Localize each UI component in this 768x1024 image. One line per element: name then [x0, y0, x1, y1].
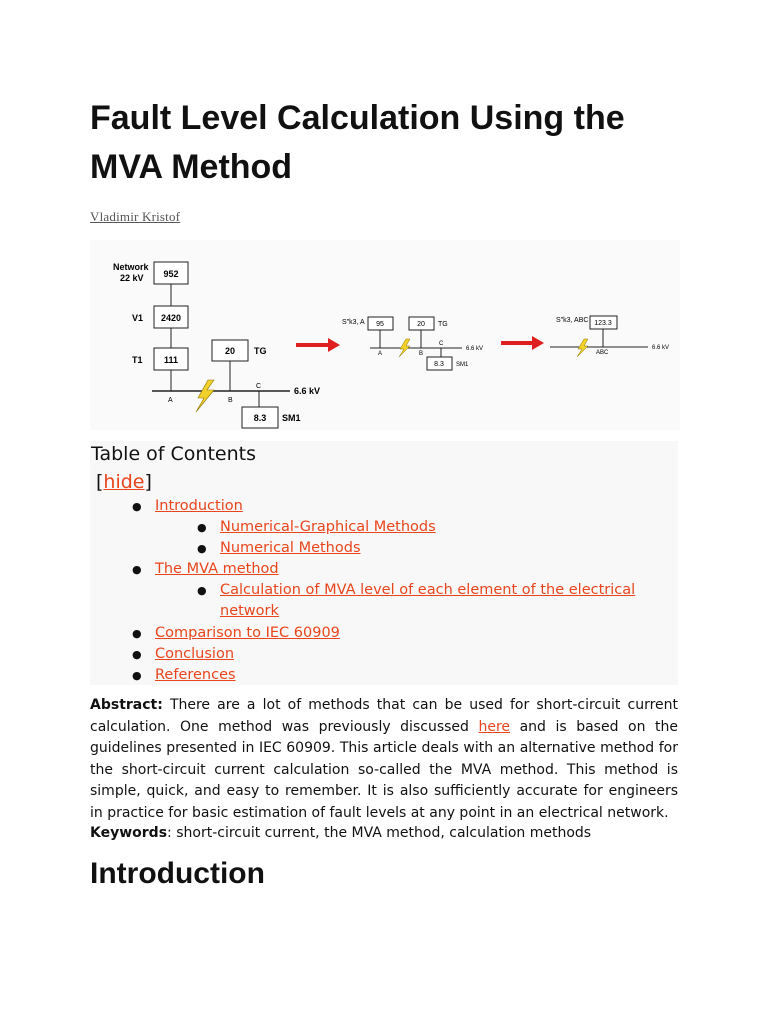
- tg-label: TG: [254, 346, 267, 356]
- network-voltage-label: 22 kV: [120, 273, 144, 283]
- t1-label: T1: [132, 355, 143, 365]
- toc-link-references[interactable]: References: [155, 667, 236, 683]
- toc-link-numerical-graphical[interactable]: Numerical-Graphical Methods: [220, 519, 436, 535]
- toc-toggle-close: ]: [144, 471, 152, 493]
- bullet-icon: ●: [197, 542, 207, 555]
- bullet-icon: ●: [132, 669, 142, 682]
- toc-link-comparison[interactable]: Comparison to IEC 60909: [155, 625, 340, 641]
- keywords-text: : short-circuit current, the MVA method, calculation methods: [167, 825, 592, 841]
- step2-sm1-label: SM1: [456, 362, 469, 368]
- abstract-label: Abstract:: [90, 697, 163, 713]
- v1-label: V1: [132, 313, 144, 323]
- author-link[interactable]: Vladimir Kristof: [90, 209, 181, 224]
- v1-value: 2420: [160, 313, 182, 323]
- step3-voltage: 6.6 kV: [652, 345, 670, 351]
- toc-item-calculation: [197, 580, 636, 601]
- fault-lightning-icon: [196, 380, 214, 412]
- toc-item-introduction: [132, 496, 243, 517]
- abstract-text-2: and is based on the guidelines presented in IEC 60909. This article deals with an alternative method for the short-circuit current calculation so-called the MVA method. This method is simple, quick, and easy to remember. It is also sufficiently accurate for engineers in practice for basic estimation of fault levels at any point in an electrical network.: [90, 718, 679, 821]
- toc-item-calculation-cont: [220, 601, 279, 622]
- bullet-icon: ●: [197, 584, 207, 597]
- keywords-label: Keywords: [90, 825, 168, 841]
- sm1-label: SM1: [282, 413, 301, 423]
- toc-link-conclusion[interactable]: Conclusion: [155, 646, 235, 662]
- toc-item-mva-method: [132, 559, 279, 580]
- step2-sm1-value: 8.3: [434, 361, 444, 368]
- bullet-icon: ●: [132, 627, 142, 640]
- page-title: Fault Level Calculation Using the MVA Method: [90, 99, 625, 186]
- abstract-here-link[interactable]: here: [478, 718, 511, 735]
- toc-link-calculation-cont[interactable]: network: [220, 603, 279, 619]
- bus-voltage: 6.6 kV: [294, 386, 321, 396]
- bullet-icon: ●: [197, 521, 207, 534]
- toc-link-mva-method[interactable]: The MVA method: [155, 561, 279, 577]
- bullet-icon: ●: [132, 648, 142, 661]
- introduction-heading: Introduction: [90, 857, 265, 890]
- arrow-right-icon-2: [501, 336, 544, 350]
- step3-node: ABC: [596, 350, 609, 356]
- bullet-icon: ●: [132, 563, 142, 576]
- node-a: A: [168, 397, 173, 404]
- step2-value-tg: 20: [417, 321, 425, 328]
- keywords-paragraph: [90, 823, 678, 844]
- toc-toggle: [96, 471, 152, 493]
- step2-tg-label: TG: [438, 321, 448, 328]
- toc-link-calculation[interactable]: Calculation of MVA level of each element of the electrical: [220, 582, 636, 598]
- step2-value-a: 95: [376, 321, 384, 328]
- toc-link-numerical-methods[interactable]: Numerical Methods: [220, 540, 361, 556]
- toc-item-numerical-graphical: [197, 517, 436, 538]
- mva-diagram: [90, 240, 680, 430]
- node-b: B: [228, 397, 233, 404]
- toc-item-comparison: [132, 623, 340, 644]
- toc-toggle-open: [: [96, 471, 104, 493]
- abstract-text-1: There are a lot of methods that can be used for short-circuit current calculation. One method was previously discussed: [90, 697, 678, 735]
- arrow-right-icon: [296, 338, 340, 352]
- mva-diagram-figure: [90, 240, 680, 430]
- step2-node-a: A: [378, 351, 383, 357]
- step2-label: S″k3, A: [342, 319, 365, 326]
- step3-value: 123.3: [594, 320, 612, 327]
- sm1-value: 8.3: [253, 413, 267, 423]
- step2-node-b: B: [419, 351, 424, 357]
- bullet-icon: ●: [132, 500, 142, 513]
- toc-item-references: [132, 665, 236, 686]
- toc-item-numerical-methods: [197, 538, 361, 559]
- t1-value: 111: [163, 355, 179, 365]
- toc-title: Table of Contents: [91, 443, 256, 465]
- step2-lightning-icon: [399, 339, 410, 357]
- abstract-paragraph: [90, 695, 678, 824]
- step3-lightning-icon: [577, 339, 588, 357]
- network-value: 952: [163, 269, 179, 279]
- step2-node-c: C: [439, 341, 444, 347]
- tg-value: 20: [224, 346, 236, 356]
- step2-voltage: 6.6 kV: [466, 346, 484, 352]
- toc-link-introduction[interactable]: Introduction: [155, 498, 243, 514]
- toc-item-conclusion: [132, 644, 235, 665]
- step3-label: S″k3, ABC: [556, 317, 589, 324]
- node-c: C: [256, 383, 262, 390]
- toc-hide-link[interactable]: hide: [103, 471, 145, 493]
- network-label: Network: [113, 262, 149, 272]
- table-of-contents: [90, 441, 678, 685]
